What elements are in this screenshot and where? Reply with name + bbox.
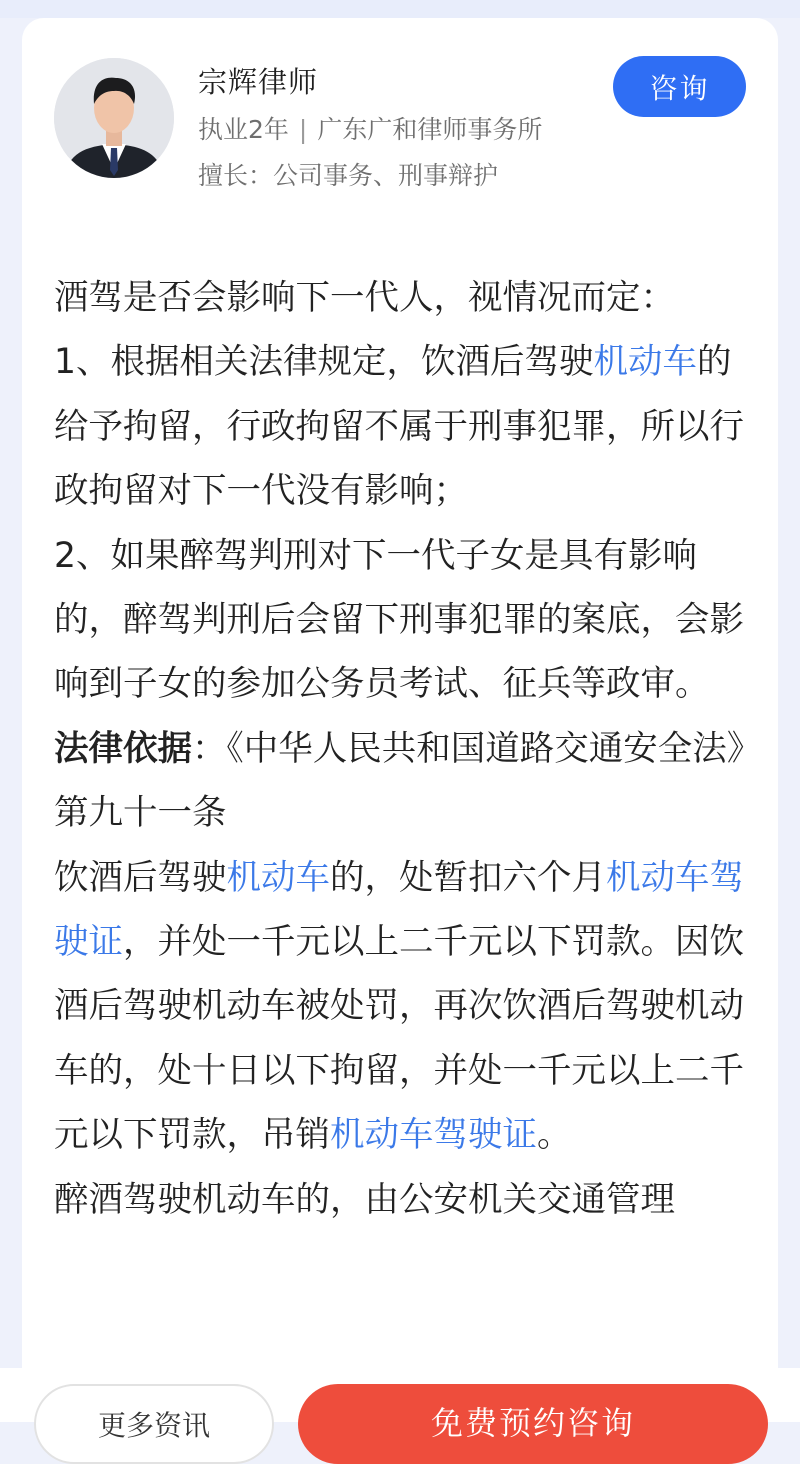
keyword-link[interactable]: 机动车 <box>593 342 697 383</box>
answer-body <box>54 266 744 1232</box>
answer-text: 的，处暂扣六个月 <box>330 857 606 898</box>
lawyer-specialty: 擅长：公司事务、刑事辩护 <box>198 161 499 190</box>
lawyer-meta <box>198 110 542 146</box>
answer-point-1 <box>54 330 744 523</box>
avatar-portrait-icon <box>54 58 174 178</box>
answer-intro: 酒驾是否会影响下一代人，视情况而定： <box>54 278 675 318</box>
keyword-link[interactable]: 机动车驾驶证 <box>54 857 744 963</box>
lawyer-name: 宗辉律师 <box>198 65 319 99</box>
answer-text: ，并处一千元以上二千元以下罚款。因饮酒后驾驶机动车被处罚，再次饮酒后驾驶机动车的，处十日以下拘留，并处一千元以上二千元以下罚款，吊销 <box>54 922 744 1156</box>
answer-text: 饮酒后驾驶 <box>54 857 227 898</box>
law-article-continued: 醉酒驾驶机动车的，由公安机关交通管理 <box>54 1179 675 1220</box>
keyword-link[interactable]: 机动车 <box>226 857 330 898</box>
answer-text: 1、根据相关法律规定，饮酒后驾驶 <box>54 342 594 383</box>
legal-basis-text: ：《中华人民共和国道路交通安全法》第九十一条 <box>54 728 744 834</box>
legal-basis <box>54 717 744 846</box>
consult-button[interactable]: 咨询 <box>613 56 746 117</box>
keyword-link[interactable]: 机动车驾驶证 <box>330 1115 537 1156</box>
meta-divider: | <box>298 115 308 144</box>
answer-text: 。 <box>537 1115 572 1156</box>
legal-basis-label: 法律依据 <box>54 728 192 769</box>
free-consult-button[interactable]: 免费预约咨询 <box>298 1384 768 1464</box>
lawyer-years: 执业2年 <box>198 115 289 144</box>
answer-card <box>22 18 778 1422</box>
more-info-button[interactable]: 更多资讯 <box>34 1384 274 1464</box>
answer-text: 的给予拘留，行政拘留不属于刑事犯罪，所以行政拘留对下一代没有影响； <box>54 342 744 512</box>
top-background-band <box>0 0 800 18</box>
law-article <box>54 846 744 1168</box>
lawyer-firm: 广东广和律师事务所 <box>317 115 543 144</box>
lawyer-avatar[interactable] <box>54 58 174 178</box>
answer-point-2: 2、如果醉驾判刑对下一代子女是具有影响的，醉驾判刑后会留下刑事犯罪的案底，会影响到子女的参加公务员考试、征兵等政审。 <box>54 535 744 705</box>
